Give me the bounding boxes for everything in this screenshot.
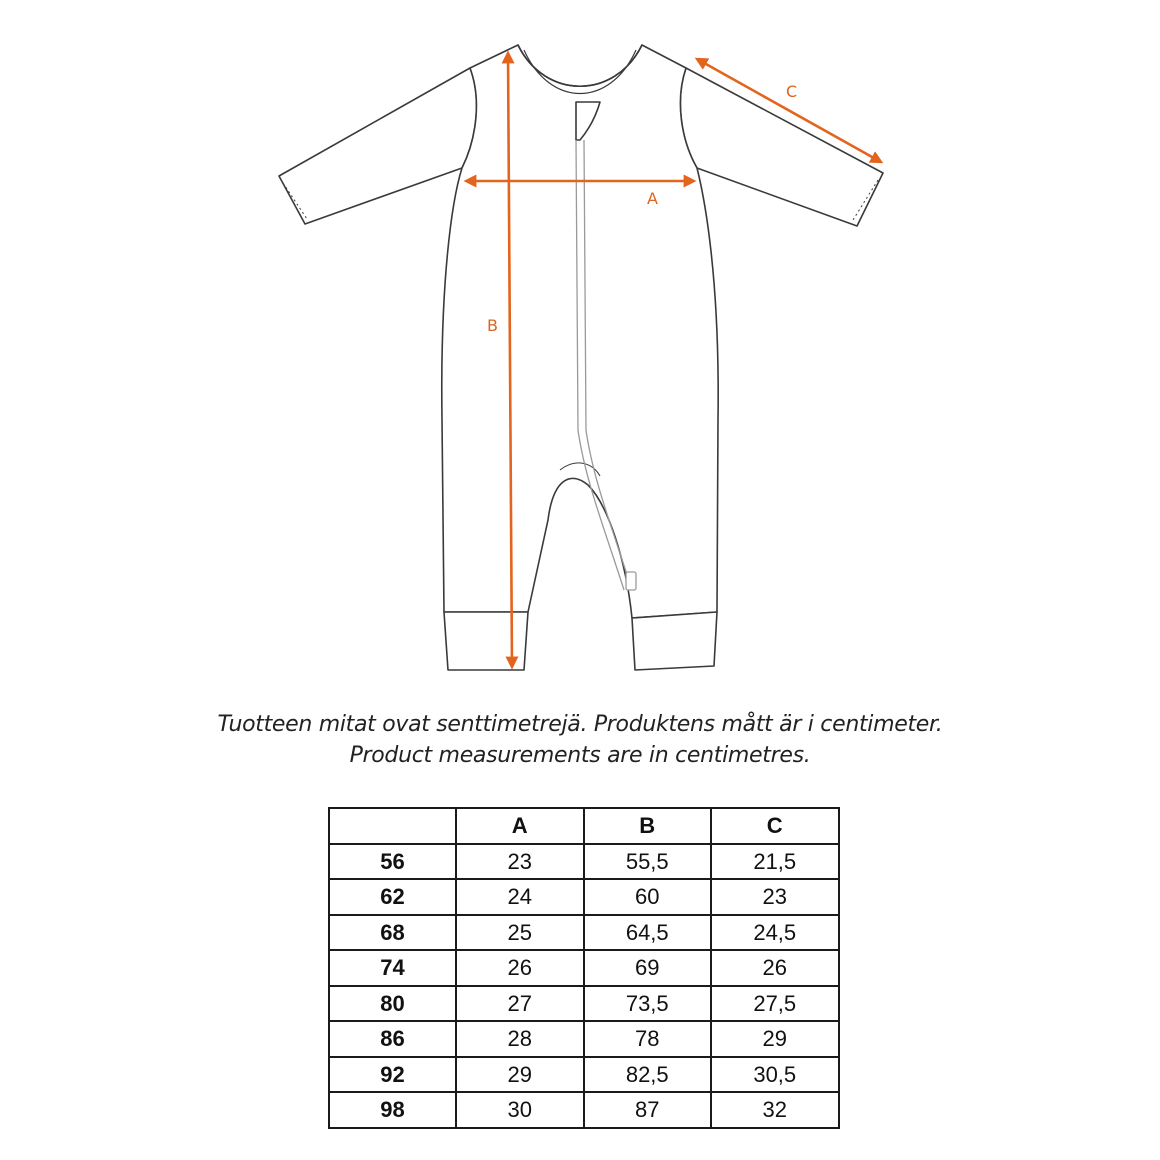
romper-outline: [279, 45, 883, 670]
label-c: C: [786, 82, 798, 101]
size-cell: 62: [329, 879, 456, 915]
b-cell: 87: [584, 1092, 712, 1128]
table-row: [329, 1021, 839, 1057]
table-row: [329, 844, 839, 880]
a-cell: 23: [456, 844, 584, 880]
c-cell: 30,5: [711, 1057, 839, 1093]
size-cell: 74: [329, 950, 456, 986]
header-c: C: [711, 808, 839, 844]
caption-line-1: Tuotteen mitat ovat senttimetrejä. Produktens mått är i centimeter.: [217, 712, 943, 737]
b-cell: 64,5: [584, 915, 712, 951]
table-row: [329, 986, 839, 1022]
c-cell: 27,5: [711, 986, 839, 1022]
size-cell: 86: [329, 1021, 456, 1057]
c-cell: 21,5: [711, 844, 839, 880]
c-cell: 29: [711, 1021, 839, 1057]
table-row: [329, 915, 839, 951]
a-cell: 27: [456, 986, 584, 1022]
header-a: A: [456, 808, 584, 844]
a-cell: 30: [456, 1092, 584, 1128]
a-cell: 25: [456, 915, 584, 951]
b-cell: 69: [584, 950, 712, 986]
a-cell: 26: [456, 950, 584, 986]
size-cell: 80: [329, 986, 456, 1022]
table-row: [329, 1092, 839, 1128]
b-cell: 73,5: [584, 986, 712, 1022]
label-a: A: [647, 189, 658, 208]
table-row: [329, 879, 839, 915]
c-cell: 32: [711, 1092, 839, 1128]
table-row: [329, 1057, 839, 1093]
c-cell: 24,5: [711, 915, 839, 951]
caption-line-2: Product measurements are in centimetres.: [349, 743, 811, 768]
a-cell: 29: [456, 1057, 584, 1093]
c-cell: 23: [711, 879, 839, 915]
size-table: [328, 807, 840, 1129]
b-cell: 60: [584, 879, 712, 915]
label-b: B: [487, 316, 498, 335]
size-cell: 92: [329, 1057, 456, 1093]
c-cell: 26: [711, 950, 839, 986]
table-header-row: [329, 808, 839, 844]
header-b: B: [584, 808, 712, 844]
size-cell: 56: [329, 844, 456, 880]
a-cell: 24: [456, 879, 584, 915]
size-cell: 68: [329, 915, 456, 951]
b-cell: 78: [584, 1021, 712, 1057]
header-size: [329, 808, 456, 844]
table-row: [329, 950, 839, 986]
a-cell: 28: [456, 1021, 584, 1057]
size-cell: 98: [329, 1092, 456, 1128]
b-cell: 55,5: [584, 844, 712, 880]
b-cell: 82,5: [584, 1057, 712, 1093]
